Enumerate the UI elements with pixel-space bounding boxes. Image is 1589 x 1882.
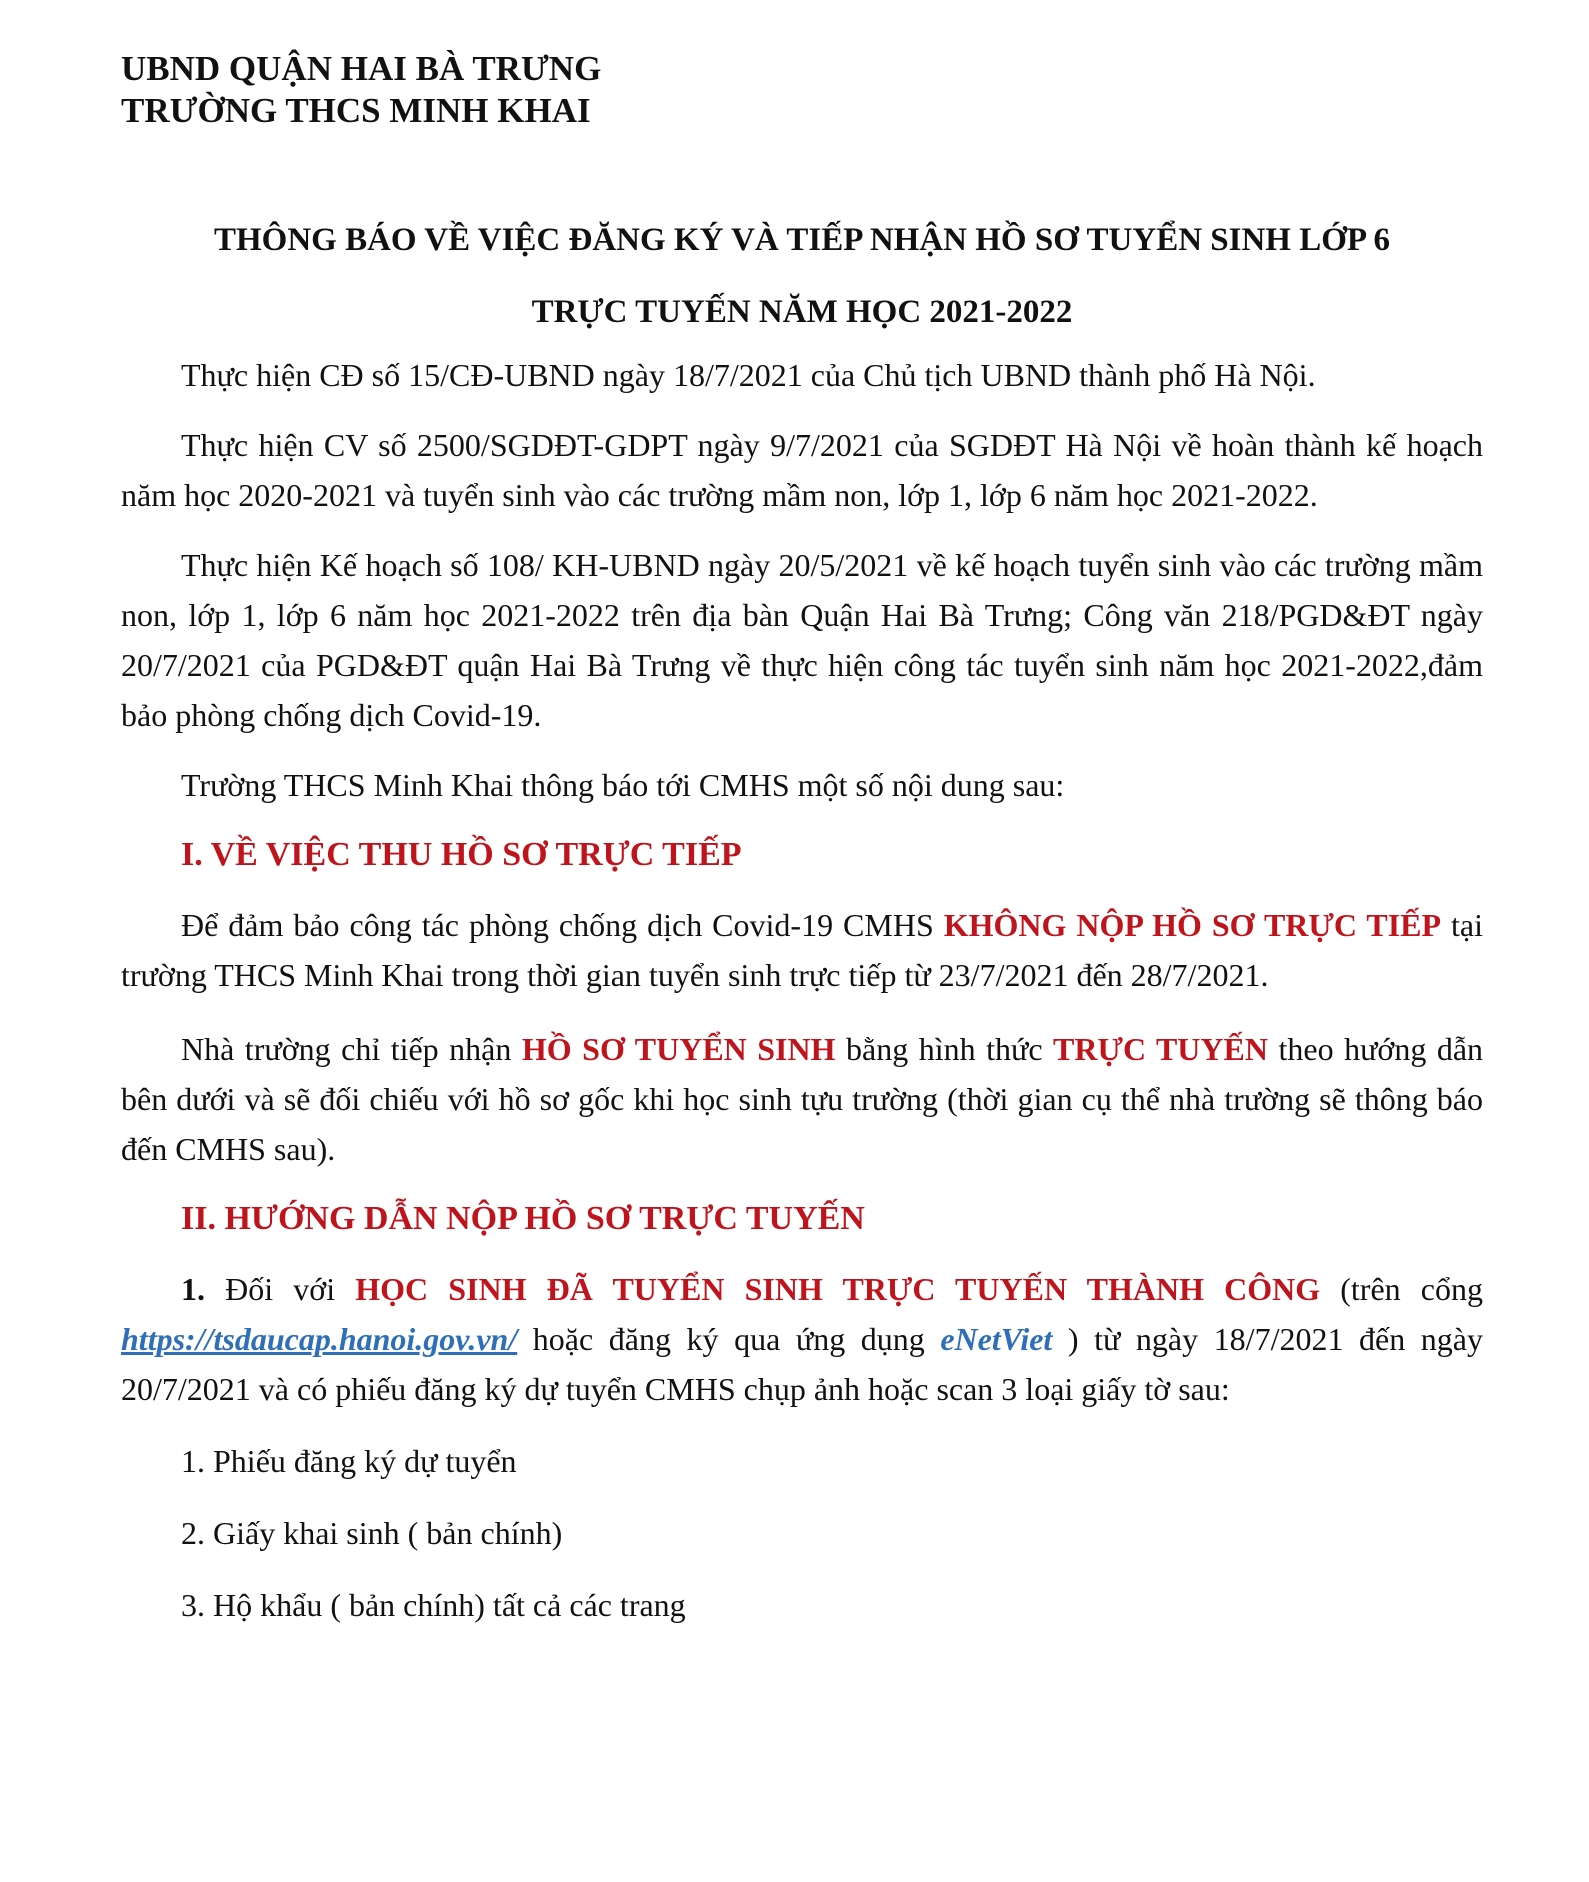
- list-item: 3. Hộ khẩu ( bản chính) tất cả các trang: [181, 1587, 686, 1623]
- list-item: 1. Phiếu đăng ký dự tuyển: [181, 1443, 517, 1479]
- paragraph-basis-1: Thực hiện CĐ số 15/CĐ-UBND ngày 18/7/2021 của Chủ tịch UBND thành phố Hà Nội.: [181, 357, 1316, 393]
- section-1-paragraph-2: [121, 1024, 1483, 1174]
- title-line-2: TRỰC TUYẾN NĂM HỌC 2021-2022: [531, 294, 1073, 330]
- org-school: TRƯỜNG THCS MINH KHAI: [121, 91, 591, 130]
- s1p2-emphasis-2: TRỰC TUYẾN: [1053, 1031, 1268, 1067]
- s1p1-text-before: Để đảm bảo công tác phòng chống dịch Covid-19 CMHS: [181, 907, 944, 943]
- paragraph-basis-2: Thực hiện CV số 2500/SGDĐT-GDPT ngày 9/7/2021 của SGDĐT Hà Nội về hoàn thành kế hoạch năm học 2020-2021 và tuyển sinh vào các trường mầm non, lớp 1, lớp 6 năm học 2021-2022.: [121, 427, 1483, 513]
- section-2-heading: II. HƯỚNG DẪN NỘP HỒ SƠ TRỰC TUYẾN: [181, 1200, 865, 1237]
- s1p2-text-before: Nhà trường chỉ tiếp nhận: [181, 1031, 522, 1067]
- section-1-heading: I. VỀ VIỆC THU HỒ SƠ TRỰC TIẾP: [181, 836, 742, 873]
- s1p2-text-middle: bằng hình thức: [835, 1031, 1054, 1067]
- document-title: [121, 204, 1483, 348]
- s2p1-part-b: hoặc đăng ký qua ứng dụng: [517, 1321, 941, 1357]
- s2p1-text-before: Đối với: [205, 1271, 356, 1307]
- app-name: eNetViet: [940, 1321, 1053, 1357]
- paragraph-announcement: Trường THCS Minh Khai thông báo tới CMHS một số nội dung sau:: [181, 767, 1065, 803]
- s2p1-text-after: ) từ ngày 18/7/2021 đến ngày 20/7/2021 và có phiếu đăng ký dự tuyển CMHS chụp ảnh hoặc scan 3 loại giấy tờ sau:: [121, 1321, 1484, 1407]
- list-item: 2. Giấy khai sinh ( bản chính): [181, 1515, 563, 1551]
- section-1-paragraph-1: [121, 900, 1483, 1000]
- s2p1-part-a: (trên cổng: [1320, 1271, 1484, 1307]
- org-district: UBND QUẬN HAI BÀ TRƯNG: [121, 49, 602, 88]
- s2p1-number: 1.: [181, 1271, 205, 1307]
- s1p2-text-after: theo hướng dẫn bên dưới và sẽ đối chiếu với hồ sơ gốc khi học sinh tựu trường (thời gian cụ thể nhà trường sẽ thông báo đến CMHS sau).: [121, 1031, 1484, 1167]
- paragraph-basis-3: Thực hiện Kế hoạch số 108/ KH-UBND ngày 20/5/2021 về kế hoạch tuyển sinh vào các trường mầm non, lớp 1, lớp 6 năm học 2021-2022 trên địa bàn Quận Hai Bà Trưng; Công văn 218/PGD&ĐT ngày 20/7/2021 của PGD&ĐT quận Hai Bà Trưng về thực hiện công tác tuyển sinh năm học 2021-2022,đảm bảo phòng chống dịch Covid-19.: [121, 547, 1483, 733]
- issuing-organization: [121, 48, 1483, 132]
- section-2-paragraph-1: [121, 1264, 1483, 1414]
- s1p1-text-after: tại trường THCS Minh Khai trong thời gian tuyển sinh trực tiếp từ 23/7/2021 đến 28/7/2021.: [121, 907, 1484, 993]
- portal-link[interactable]: https://tsdaucap.hanoi.gov.vn/: [121, 1321, 518, 1357]
- s2p1-emphasis: HỌC SINH ĐÃ TUYỂN SINH TRỰC TUYẾN THÀNH CÔNG: [355, 1271, 1321, 1307]
- s1p1-emphasis: KHÔNG NỘP HỒ SƠ TRỰC TIẾP: [943, 907, 1442, 943]
- s1p2-emphasis-1: HỒ SƠ TUYỂN SINH: [521, 1031, 836, 1067]
- title-line-1: THÔNG BÁO VỀ VIỆC ĐĂNG KÝ VÀ TIẾP NHẬN HỒ SƠ TUYỂN SINH LỚP 6: [213, 222, 1390, 258]
